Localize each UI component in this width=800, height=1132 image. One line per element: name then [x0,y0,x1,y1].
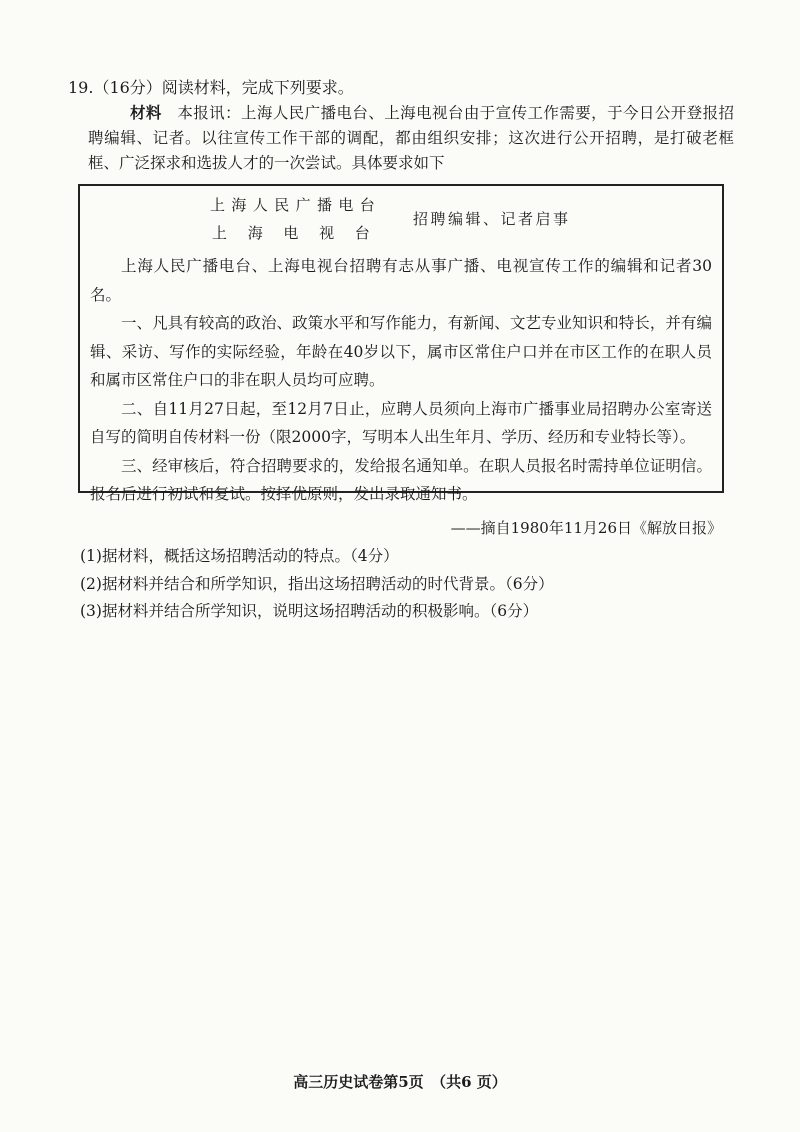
page-footer: 高三历史试卷第5页 （共6 页） [293,1073,507,1091]
sub-questions [80,543,720,626]
material-label: 材料 [130,103,162,122]
notice-paragraph-intro: 上海人民广播电台、上海电视台招聘有志从事广播、电视宣传工作的编辑和记者30名。 [90,257,712,304]
recruitment-notice-box [78,184,724,503]
source-citation: ——摘自1980年11月26日《解放日报》 [450,519,722,537]
notice-org-radio: 上海人民广播电台 [210,196,382,214]
sub-question-1: (1)据材料，概括这场招聘活动的特点。（4分） [80,547,399,565]
notice-org-tv: 上海电视台 [212,224,391,242]
sub-question-3: (3)据材料并结合所学知识，说明这场招聘活动的积极影响。（6分） [80,602,539,620]
notice-paragraph-2: 二、自11月27日起，至12月7日止，应聘人员须向上海市广播事业局招聘办公室寄送自写的简明自传材料一份（限2000字，写明本人出生年月、学历、经历和专业特长等）。 [90,399,712,446]
notice-body [90,252,712,509]
question-title: 19.（16分）阅读材料，完成下列要求。 [68,78,354,97]
sub-question-2: (2)据材料并结合和所学知识，指出这场招聘活动的时代背景。（6分） [80,574,554,593]
notice-title: 招聘编辑、记者启事 [413,210,571,228]
material-paragraph [88,100,734,176]
notice-paragraph-3: 三、经审核后，符合招聘要求的，发给报名通知单。在职人员报名时需持单位证明信。报名后进行初试和复试。按择优原则，发出录取通知书。 [90,456,712,503]
material-text: 本报讯：上海人民广播电台、上海电视台由于宣传工作需要，于今日公开登报招聘编辑、记者。以往宣传工作干部的调配，都由组织安排；这次进行公开招聘，是打破老框框、广泛探求和选拔人才的一次尝试。具体要求如下 [88,104,734,172]
notice-paragraph-1: 一、凡具有较高的政治、政策水平和写作能力，有新闻、文艺专业知识和特长，并有编辑、采访、写作的实际经验，年龄在40岁以下，属市区常住户口并在市区工作的在职人员和属市区常住户口的非在职人员均可应聘。 [90,314,712,389]
